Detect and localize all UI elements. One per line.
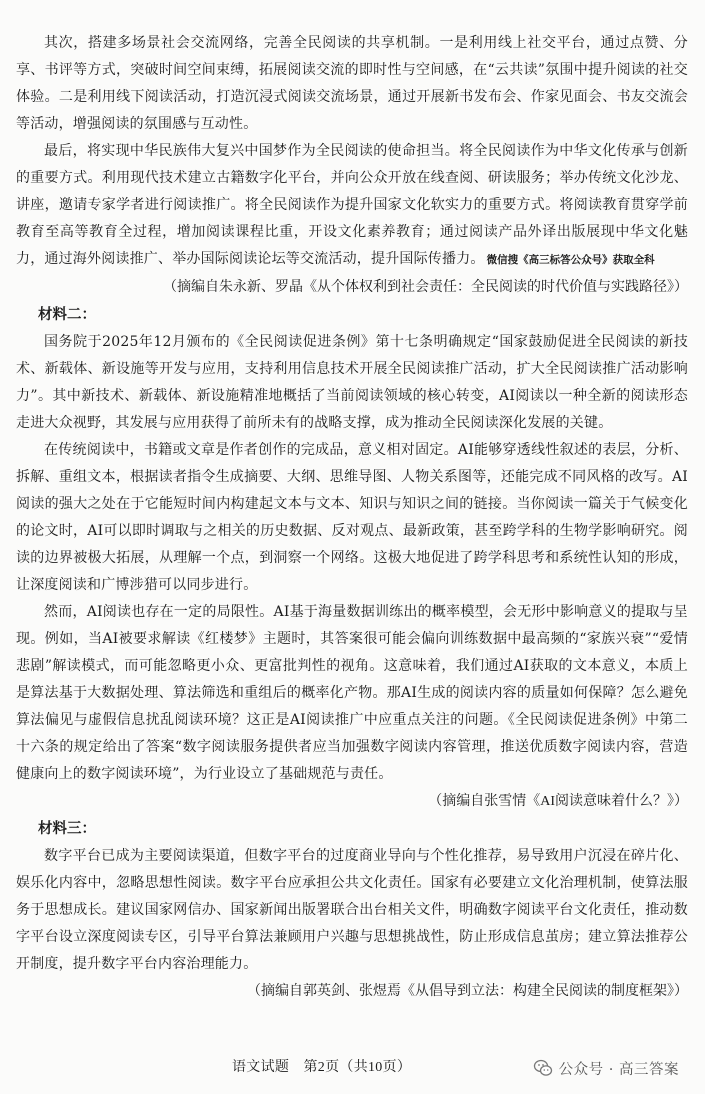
paragraph-mission — [16, 138, 688, 274]
wechat-icon — [533, 1058, 553, 1078]
paragraph-mission-text: 最后，将实现中华民族伟大复兴中国梦作为全民阅读的使命担当。将全民阅读作为中华文化传承与创新的重要方式。利用现代技术建立古籍数字化平台，并向公众开放在线查阅、研读服务；举办传统文化沙龙、讲座，邀请专家学者进行阅读推广。将全民阅读作为提升国家文化软实力的重要方式。将阅读教育贯穿学前教育至高等教育全过程，增加阅读课程比重，开设文化素养教育；通过阅读产品外译出版展现中华文化魅力，通过海外阅读推广、举办国际阅读论坛等交流活动，提升国际传播力。 — [16, 143, 688, 267]
page-number-label: 语文试题 第2页（共10页） — [232, 1060, 412, 1075]
material-3-paragraph-1: 数字平台已成为主要阅读渠道，但数字平台的过度商业导向与个性化推荐，易导致用户沉浸在碎片化、娱乐化内容中，忽略思想性阅读。数字平台应承担公共文化责任。国家有必要建立文化治理机制，使算法服务于思想成长。建议国家网信办、国家新闻出版署联合出台相关文件，明确数字阅读平台文化责任，推动数字平台设立深度阅读专区，引导平台算法兼顾用户兴趣与思想挑战性，防止形成信息茧房；建立算法推荐公开制度，提升数字平台内容治理能力。 — [16, 848, 688, 972]
source-citation-2: （摘编自张雪情《AI阅读意味着什么？》） — [428, 794, 688, 809]
source-citation-3: （摘编自郭英剑、张煜焉《从倡导到立法：构建全民阅读的制度框架》） — [247, 984, 688, 999]
watermark-text: 微信搜《高三标答公众号》获取全科 — [486, 254, 655, 266]
material-3-heading: 材料三： — [38, 821, 96, 837]
material-2-heading: 材料二： — [38, 307, 96, 323]
article-body — [16, 30, 688, 1006]
brand-text: 公众号 · 高三答案 — [558, 1061, 679, 1078]
material-2-paragraph-2: 在传统阅读中，书籍或文章是作者创作的完成品，意义相对固定。AI能够穿透线性叙述的表层，分析、拆解、重组文本，根据读者指令生成摘要、大纲、思维导图、人物关系图等，还能完成不同风格的改写。AI阅读的强大之处在于它能短时间内构建起文本与文本、知识与知识之间的链接。当你阅读一篇关于气候变化的论文时，AI可以即时调取与之相关的历史数据、反对观点、最新政策，甚至跨学科的生物学影响研究。阅读的边界被极大拓展，从理解一个点，到洞察一个网络。这极大地促进了跨学科思考和系统性认知的形成，让深度阅读和广博涉猎可以同步进行。 — [16, 442, 688, 593]
page-footer — [0, 1056, 705, 1082]
paragraph-social-network: 其次，搭建多场景社会交流网络，完善全民阅读的共享机制。一是利用线上社交平台，通过点赞、分享、书评等方式，突破时间空间束缚，拓展阅读交流的即时性与空间感，在“云共读”氛围中提升阅读的社交体验。二是利用线下阅读活动，打造沉浸式阅读交流场景，通过开展新书发布会、作家见面会、书友交流会等活动，增强阅读的氛围感与互动性。 — [16, 35, 688, 132]
material-2-paragraph-1: 国务院于2025年12月颁布的《全民阅读促进条例》第十七条明确规定“国家鼓励促进全民阅读的新技术、新载体、新设施等开发与应用，支持利用信息技术开展全民阅读推广活动，扩大全民阅读推广活动影响力”。其中新技术、新载体、新设施精准地概括了当前阅读领域的核心转变，AI阅读以一种全新的阅读形态走进大众视野，其发展与应用获得了前所未有的战略支撑，成为推动全民阅读深化发展的关键。 — [16, 334, 688, 431]
wechat-brand-watermark — [533, 1056, 679, 1080]
material-2-paragraph-3: 然而，AI阅读也存在一定的局限性。AI基于海量数据训练出的概率模型，会无形中影响意义的提取与呈现。例如，当AI被要求解读《红楼梦》主题时，其答案很可能会偏向训练数据中最高频的“家族兴衰”“爱情悲剧”解读模式，而可能忽略更小众、更富批判性的视角。这意味着，我们通过AI获取的文本意义，本质上是算法基于大数据处理、算法筛选和重组后的概率化产物。那AI生成的阅读内容的质量如何保障？怎么避免算法偏见与虚假信息扰乱阅读环境？这正是AI阅读推广中应重点关注的问题。《全民阅读促进条例》中第二十六条的规定给出了答案“数字阅读服务提供者应当加强数字阅读内容管理，推送优质数字阅读内容，营造健康向上的数字阅读环境”，为行业设立了基础规范与责任。 — [16, 604, 688, 782]
source-citation-1: （摘编自朱永新、罗晶《从个体权利到社会责任：全民阅读的时代价值与实践路径》） — [163, 280, 688, 295]
